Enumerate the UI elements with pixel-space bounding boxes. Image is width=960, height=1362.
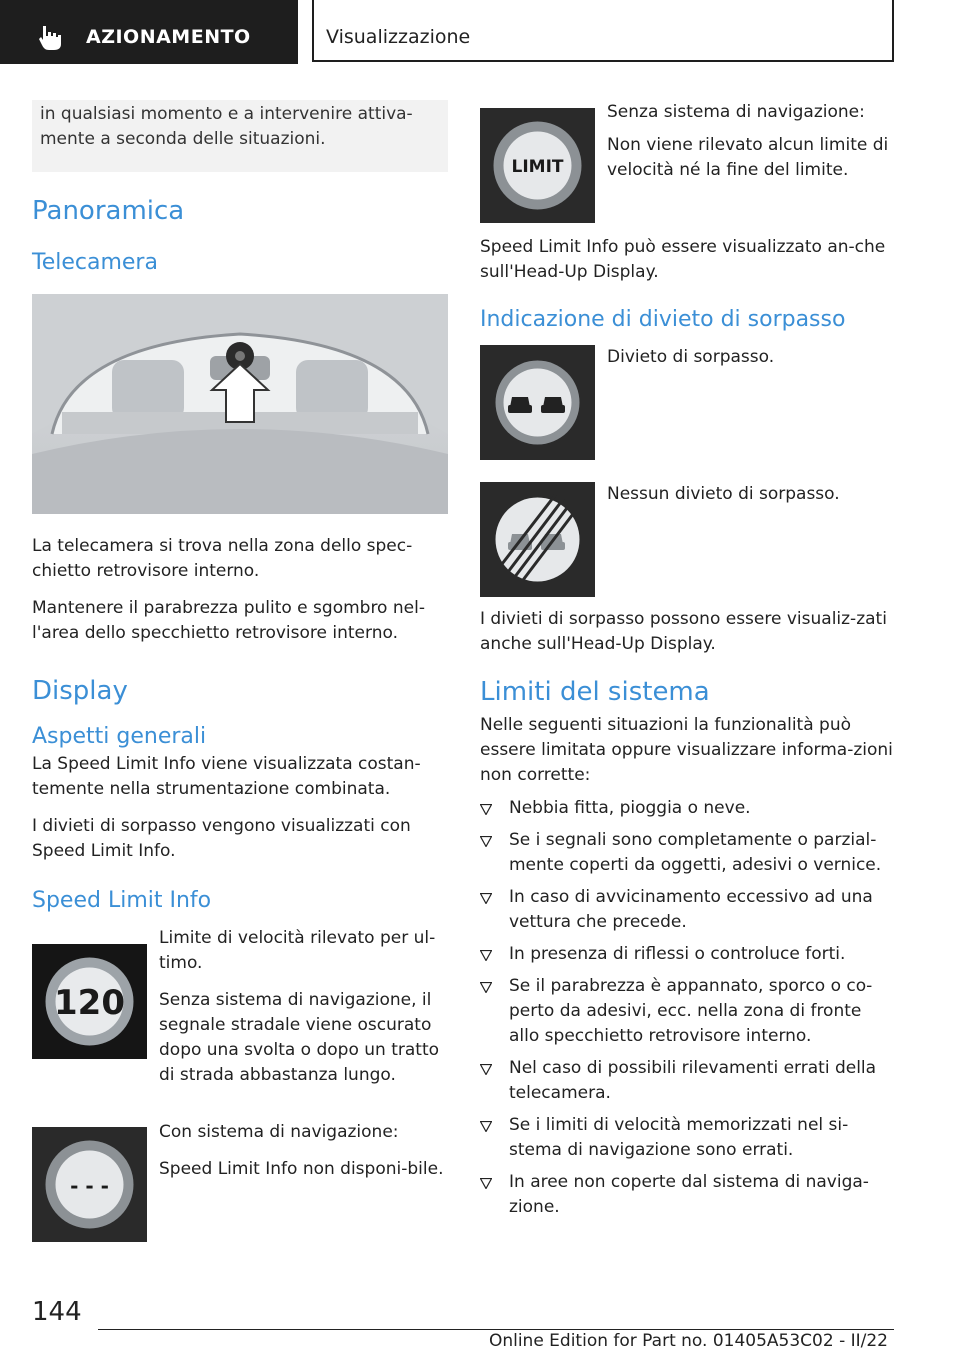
nav-paragraph-1: Con sistema di navigazione: xyxy=(159,1122,399,1142)
edition-text: Online Edition for Part no. 01405A53C02 - II/22 xyxy=(488,1331,888,1351)
triangle-bullet-icon xyxy=(480,1121,492,1132)
list-item: Nel caso di possibili rilevamenti errati della telecamera. xyxy=(480,1056,896,1106)
camera-paragraph-2: Mantenere il parabrezza pulito e sgombro nel‐l'area dello specchietto retrovisore interno. xyxy=(32,598,425,643)
heading-camera: Telecamera xyxy=(32,250,158,275)
limit-sign-icon xyxy=(480,108,595,223)
triangle-bullet-icon xyxy=(480,804,492,815)
nav-block xyxy=(32,1120,448,1248)
heading-no-passing: Indicazione di divieto di sorpasso xyxy=(480,307,846,332)
speed-paragraph-2: Senza sistema di navigazione, il segnale stradale viene oscurato dopo una svolta o dopo un tratto di strada abbastanza lungo. xyxy=(159,990,440,1085)
footer-divider xyxy=(98,1329,894,1330)
right-column xyxy=(480,100,896,1227)
list-item: Se il parabrezza è appannato, sporco o co‐perto da adesivi, ecc. nella zona di fronte allo specchietto retrovisore interno. xyxy=(480,974,896,1049)
camera-location-photo xyxy=(32,294,448,514)
no-passing-block xyxy=(480,345,896,466)
heading-general: Aspetti generali xyxy=(32,724,207,749)
triangle-bullet-icon xyxy=(480,836,492,847)
no-passing-hud-paragraph: I divieti di sorpasso possono essere visualiz‐zati anche sull'Head-Up Display. xyxy=(480,609,887,654)
speed-limit-block xyxy=(32,926,448,1088)
limit-paragraph-2: Non viene rilevato alcun limite di velocità né la fine del limite. xyxy=(607,135,889,180)
chapter-header xyxy=(312,0,894,62)
sign-limit-text: LIMIT xyxy=(511,157,564,177)
limit-block xyxy=(480,100,896,229)
hud-paragraph: Speed Limit Info può essere visualizzato an‐che sull'Head-Up Display. xyxy=(480,237,886,282)
camera-paragraph-1: La telecamera si trova nella zona dello spec‐chietto retrovisore interno. xyxy=(32,536,413,581)
end-no-passing-paragraph: Nessun divieto di sorpasso. xyxy=(607,484,840,504)
triangle-bullet-icon xyxy=(480,1178,492,1189)
general-paragraph-1: La Speed Limit Info viene visualizzata costan‐temente nella strumentazione combinata. xyxy=(32,754,421,799)
end-no-passing-block xyxy=(480,482,896,603)
list-item: Se i limiti di velocità memorizzati nel si‐stema di navigazione sono errati. xyxy=(480,1113,896,1163)
list-item: In caso di avvicinamento eccessivo ad una vettura che precede. xyxy=(480,885,896,935)
nav-paragraph-2: Speed Limit Info non disponi‐bile. xyxy=(159,1159,444,1179)
left-column xyxy=(32,100,448,1248)
list-item: Nebbia fitta, pioggia o neve. xyxy=(480,796,896,821)
heading-overview: Panoramica xyxy=(32,196,185,226)
note-text: in qualsiasi momento e a intervenire attiva‐mente a seconda delle situazioni. xyxy=(40,104,413,149)
heading-speed-limit-info: Speed Limit Info xyxy=(32,888,212,913)
no-passing-sign-icon xyxy=(480,345,595,460)
triangle-bullet-icon xyxy=(480,950,492,961)
section-tab xyxy=(0,0,298,64)
no-passing-paragraph: Divieto di sorpasso. xyxy=(607,347,775,367)
page-number: 144 xyxy=(32,1297,82,1327)
limits-intro: Nelle seguenti situazioni la funzionalità può essere limitata oppure visualizzare informa‐zioni non corrette: xyxy=(480,715,893,785)
sign-dash-text: - - - xyxy=(70,1174,109,1198)
list-item: In aree non coperte dal sistema di naviga‐zione. xyxy=(480,1170,896,1220)
sign-120-text: 120 xyxy=(54,983,125,1023)
end-no-passing-sign-icon xyxy=(480,482,595,597)
triangle-bullet-icon xyxy=(480,1064,492,1075)
chapter-title: Visualizzazione xyxy=(326,26,471,48)
hand-pointer-icon xyxy=(38,24,64,52)
limits-list xyxy=(480,796,896,1220)
speed-paragraph-1: Limite di velocità rilevato per ul‐timo. xyxy=(159,928,436,973)
list-item: In presenza di riflessi o controluce forti. xyxy=(480,942,896,967)
triangle-bullet-icon xyxy=(480,893,492,904)
section-title: AZIONAMENTO xyxy=(86,26,251,48)
general-paragraph-2: I divieti di sorpasso vengono visualizzati con Speed Limit Info. xyxy=(32,816,411,861)
heading-system-limits: Limiti del sistema xyxy=(480,677,710,707)
limit-paragraph-1: Senza sistema di navigazione: xyxy=(607,102,865,122)
heading-display: Display xyxy=(32,676,128,706)
triangle-bullet-icon xyxy=(480,982,492,993)
continued-note xyxy=(32,100,448,172)
speed-120-sign-icon xyxy=(32,944,147,1059)
speed-unavailable-sign-icon xyxy=(32,1127,147,1242)
list-item: Se i segnali sono completamente o parzial‐mente coperti da oggetti, adesivi o vernice. xyxy=(480,828,896,878)
